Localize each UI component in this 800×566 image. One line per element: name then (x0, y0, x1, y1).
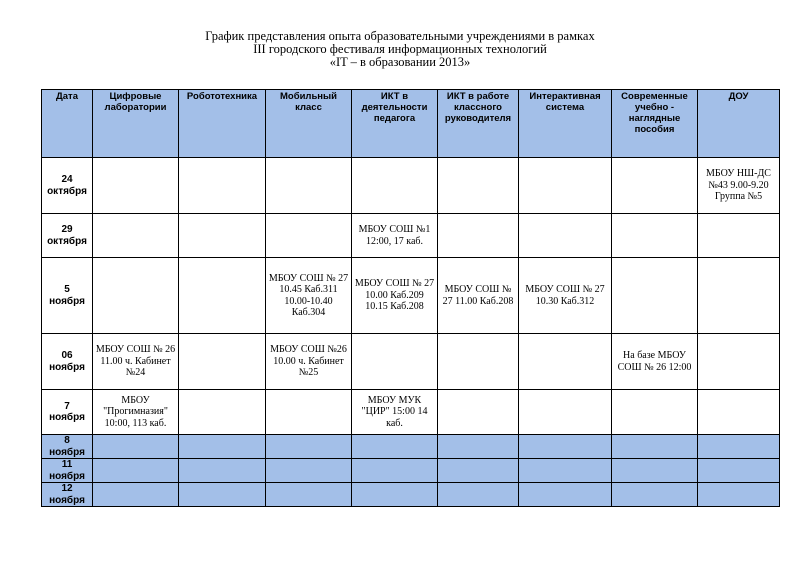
table-cell (698, 483, 780, 507)
table-cell: МБОУ СОШ № 27 10.30 Каб.312 (519, 258, 612, 334)
table-cell: МБОУ СОШ № 26 11.00 ч. Кабинет №24 (93, 334, 179, 390)
table-cell (698, 435, 780, 459)
table-cell (519, 435, 612, 459)
table-cell (612, 158, 698, 214)
table-row (42, 158, 780, 214)
table-cell: На базе МБОУ СОШ № 26 12:00 (612, 334, 698, 390)
table-cell (93, 459, 179, 483)
table-row (42, 459, 780, 483)
header-visual-aids: Современные учебно - наглядные пособия (612, 90, 698, 158)
date-cell: 12 ноября (42, 483, 93, 507)
date-cell: 7 ноября (42, 390, 93, 435)
table-cell (266, 483, 352, 507)
table-row (42, 390, 780, 435)
table-cell (93, 214, 179, 258)
header-preschool: ДОУ (698, 90, 780, 158)
table-cell (352, 459, 438, 483)
table-cell (612, 390, 698, 435)
table-cell (352, 483, 438, 507)
table-cell (352, 435, 438, 459)
date-cell: 8 ноября (42, 435, 93, 459)
date-cell: 24 октября (42, 158, 93, 214)
date-cell: 29 октября (42, 214, 93, 258)
table-cell (698, 334, 780, 390)
table-row (42, 334, 780, 390)
table-cell (438, 158, 519, 214)
date-cell: 5 ноября (42, 258, 93, 334)
title-line-3: «IT – в образовании 2013» (329, 55, 471, 69)
title-line-2: III городского фестиваля информационных технологий (253, 42, 547, 56)
table-cell (266, 390, 352, 435)
table-cell (612, 459, 698, 483)
header-digital-labs: Цифровые лаборатории (93, 90, 179, 158)
table-cell (93, 258, 179, 334)
table-cell (266, 435, 352, 459)
date-cell: 06 ноября (42, 334, 93, 390)
table-cell (438, 435, 519, 459)
table-cell: МБОУ СОШ №1 12:00, 17 каб. (352, 214, 438, 258)
table-cell (519, 459, 612, 483)
table-cell (698, 459, 780, 483)
header-row (42, 90, 780, 158)
table-cell: МБОУ "Прогимназия" 10:00, 113 каб. (93, 390, 179, 435)
table-cell (93, 158, 179, 214)
table-cell (612, 483, 698, 507)
table-cell (519, 214, 612, 258)
table-cell (93, 435, 179, 459)
table-cell: МБОУ СОШ №26 10.00 ч. Кабинет №25 (266, 334, 352, 390)
header-ict-class-teacher: ИКТ в работе классного руководителя (438, 90, 519, 158)
table-cell (438, 483, 519, 507)
table-cell: МБОУ НШ-ДС №43 9.00-9.20 Группа №5 (698, 158, 780, 214)
table-cell (352, 334, 438, 390)
table-cell (519, 390, 612, 435)
table-cell (612, 214, 698, 258)
title-line-1: График представления опыта образовательными учреждениями в рамках (205, 29, 595, 43)
table-cell (179, 258, 266, 334)
table-cell (698, 390, 780, 435)
table-cell (266, 158, 352, 214)
table-cell (179, 459, 266, 483)
table-row (42, 258, 780, 334)
table-cell (698, 258, 780, 334)
table-cell (612, 258, 698, 334)
table-cell (179, 483, 266, 507)
table-cell: МБОУ СОШ № 27 10.00 Каб.209 10.15 Каб.208 (352, 258, 438, 334)
table-cell: МБОУ МУК "ЦИР" 15:00 14 каб. (352, 390, 438, 435)
table-cell (438, 390, 519, 435)
table-cell (438, 214, 519, 258)
table-cell: МБОУ СОШ № 27 11.00 Каб.208 (438, 258, 519, 334)
table-row (42, 214, 780, 258)
header-mobile-class: Мобильный класс (266, 90, 352, 158)
table-cell: МБОУ СОШ № 27 10.45 Каб.311 10.00-10.40 Каб.304 (266, 258, 352, 334)
table-cell (93, 483, 179, 507)
header-interactive-system: Интерактивная система (519, 90, 612, 158)
table-cell (438, 459, 519, 483)
table-cell (179, 214, 266, 258)
table-row (42, 483, 780, 507)
schedule-table (41, 89, 780, 507)
date-cell: 11 ноября (42, 459, 93, 483)
table-cell (612, 435, 698, 459)
table-cell (179, 334, 266, 390)
table-cell (179, 390, 266, 435)
table-cell (179, 158, 266, 214)
header-ict-teacher: ИКТ в деятельности педагога (352, 90, 438, 158)
table-cell (352, 158, 438, 214)
table-cell (266, 214, 352, 258)
header-date: Дата (42, 90, 93, 158)
table-cell (519, 483, 612, 507)
table-cell (519, 334, 612, 390)
table-cell (698, 214, 780, 258)
table-cell (179, 435, 266, 459)
table-row (42, 435, 780, 459)
table-cell (519, 158, 612, 214)
header-robotics: Робототехника (179, 90, 266, 158)
document-title (0, 30, 800, 69)
table-cell (266, 459, 352, 483)
table-cell (438, 334, 519, 390)
